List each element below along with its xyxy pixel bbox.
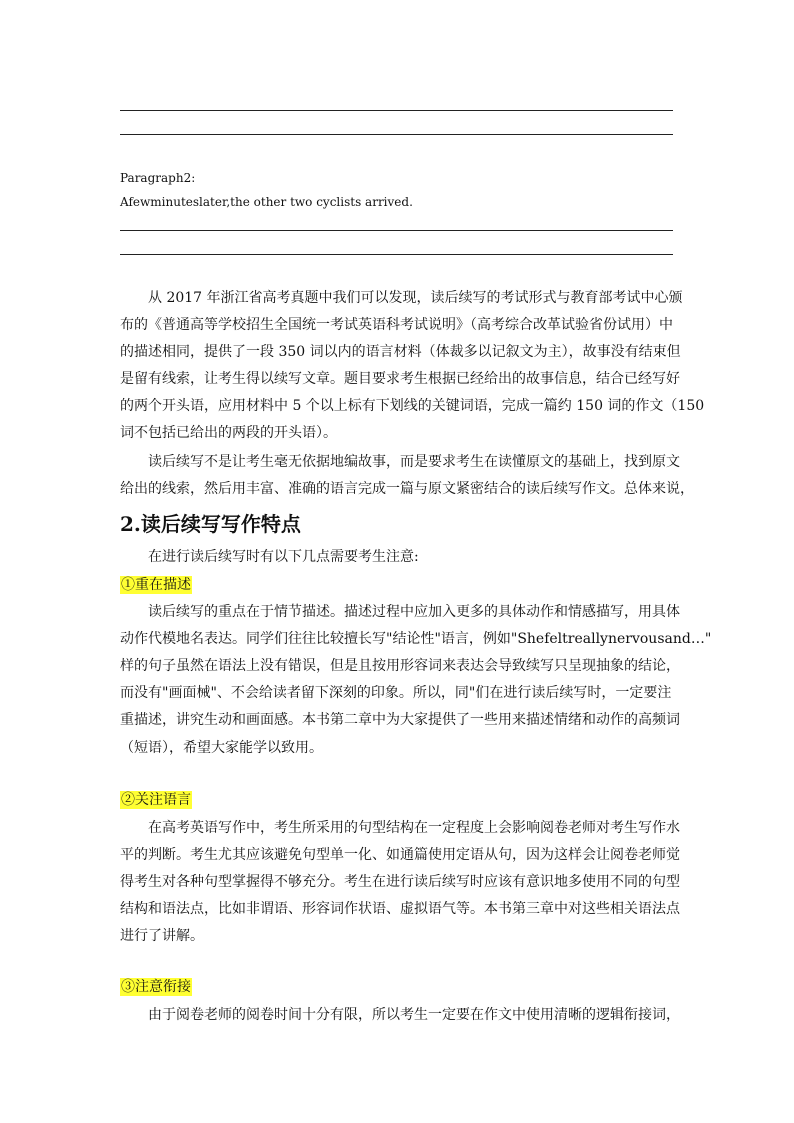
text-line: 在高考英语写作中，考生所采用的句型结构在一定程度上会影响阅卷老师对考生写作水: [148, 820, 680, 836]
text-line: 进行了讲解。: [120, 928, 204, 944]
text-line: （短语），希望大家能学以致用。: [120, 740, 323, 756]
text-line: 是留有线索，让考生得以续写文章。题目要求考生根据已经给出的故事信息，结合已经写好: [120, 371, 680, 387]
text-line: 从 2017 年浙江省高考真题中我们可以发现，读后续写的考试形式与教育部考试中心颁: [148, 290, 683, 306]
paragraph2-label: Paragraph2:: [120, 171, 196, 185]
answer-rule-3: [120, 230, 673, 231]
text-line: 的两个开头语，应用材料中 5 个以上标有下划线的关键词语，完成一篇约 150 词的作文（150: [120, 398, 705, 414]
section-heading: 2.读后续写写作特点: [120, 512, 301, 536]
answer-rule-1: [120, 110, 673, 111]
point-tag-highlight: ③注意衔接: [121, 979, 191, 995]
text-line: 动作代模地名表达。同学们往往比较擅长写"结论性"语言，例如"Shefeltreallynervousand…": [120, 631, 712, 647]
text-line: 的描述相同，提供了一段 350 词以内的语言材料（体裁多以记叙文为主），故事没有结束但: [120, 344, 681, 360]
point-tag-highlight: ①重在描述: [121, 577, 191, 593]
text-line: 给出的线索，然后用丰富、准确的语言完成一篇与原文紧密结合的读后续写作文。总体来说，: [120, 481, 694, 497]
text-line: 词不包括已给出的两段的开头语）。: [120, 425, 337, 441]
section-lead: 在进行读后续写时有以下几点需要考生注意:: [148, 549, 419, 565]
text-line: 得考生对各种句型掌握得不够充分。考生在进行读后续写时应该有意识地多使用不同的句型: [120, 874, 680, 890]
point-tag-highlight: ②关注语言: [121, 792, 191, 808]
text-line: 重描述，讲究生动和画面感。本书第二章中为大家提供了一些用来描述情绪和动作的高频词: [120, 712, 680, 728]
text-line: 平的判断。考生尤其应该避免句型单一化、如通篇使用定语从句，因为这样会让阅卷老师觉: [120, 847, 680, 863]
answer-rule-2: [120, 134, 673, 135]
answer-rule-4: [120, 254, 673, 255]
text-line: 由于阅卷老师的阅卷时间十分有限，所以考生一定要在作文中使用清晰的逻辑衔接词，: [148, 1007, 680, 1023]
text-line: 读后续写不是让考生毫无依据地编故事，而是要求考生在读懂原文的基础上，找到原文: [148, 454, 680, 470]
text-line: 结构和语法点，比如非谓语、形容词作状语、虚拟语气等。本书第三章中对这些相关语法点: [120, 901, 680, 917]
text-line: 而没有"画面械"、不会给读者留下深刻的印象。所以，同"们在进行读后续写时，一定要注: [120, 685, 672, 701]
text-line: 布的《普通高等学校招生全国统一考试英语科考试说明》（高考综合改革试验省份试用）中: [120, 317, 673, 333]
text-line: 样的句子虽然在语法上没有错误，但是且按用形容词来表达会导致续写只呈现抽象的结论，: [120, 658, 680, 674]
text-line: 读后续写的重点在于情节描述。描述过程中应加入更多的具体动作和情感描写，用具体: [148, 604, 680, 620]
paragraph2-opening: Afewminuteslater,the other two cyclists arrived.: [120, 195, 413, 209]
